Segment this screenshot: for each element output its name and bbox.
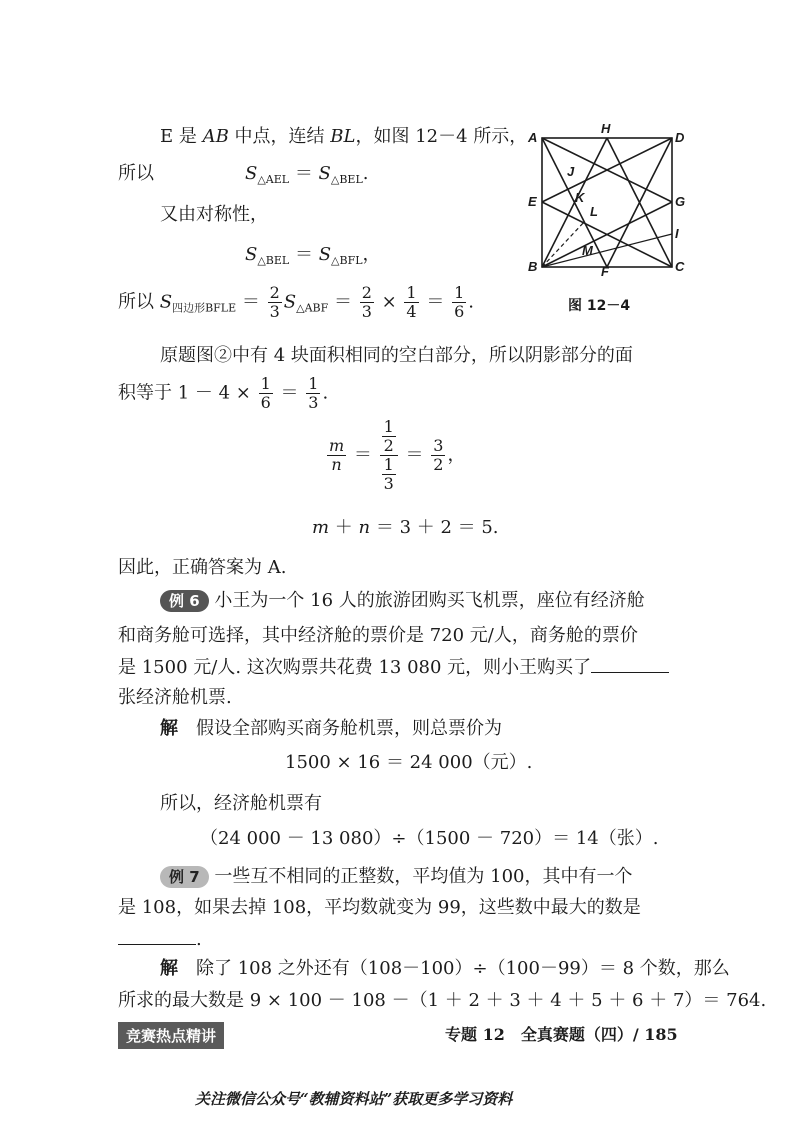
example-7-line-1: 例 7 一些互不相同的正整数，平均值为 100，其中有一个 (160, 866, 632, 888)
solution-6-line-4: （24 000 － 13 080）÷（1500 － 720）＝ 14（张）. (200, 828, 659, 849)
label-b: B (528, 259, 538, 274)
equation-bfle-area: 所以 $S_{四边形BFLE}$ ＝ $\frac{2}{3}$ $S_{\triangle ABF}$ ＝ $\frac{2}{3}$ × $\frac{1}{4}$ ＝ $\frac{1}{6}$ . (118, 283, 474, 321)
example-7-badge: 例 7 (160, 866, 209, 888)
seg-bi (542, 234, 672, 267)
text-line-1: E 是 AB 中点，连结 BL，如图 12－4 所示， (160, 126, 528, 147)
equation-bel-bfl: $S_{\triangle BEL} = S_{\triangle BFL}$， (245, 244, 381, 267)
seg-bl-dashed (542, 221, 585, 267)
example-6-line-3: 是 1500 元/人. 这次购票共花费 13 080 元，则小王购买了 (118, 656, 669, 679)
equation-ael-bel: $S_{\triangle AEL} = S_{\triangle BEL}$. (245, 163, 369, 186)
figure-caption: 图 12－4 (568, 298, 631, 314)
answer-blank-6 (591, 656, 669, 673)
label-k: K (575, 190, 585, 205)
example-6-line-1: 例 6 小王为一个 16 人的旅游团购买飞机票，座位有经济舱 (160, 590, 645, 612)
equation-m-plus-n: m ＋ n ＝ 3 ＋ 2 ＝ 5. (312, 517, 499, 538)
solution-7-line-1: 解 除了 108 之外还有（108－100）÷（100－99）＝ 8 个数，那么 (160, 958, 730, 979)
label-i: I (675, 226, 679, 241)
equation-shaded-area: 积等于 1 － 4 × $\frac{1}{6}$ ＝ $\frac{1}{3}$ . (118, 374, 329, 412)
text-answer-a: 因此，正确答案为 A. (118, 557, 287, 578)
example-7-line-2: 是 108，如果去掉 108，平均数就变为 99，这些数中最大的数是 (118, 897, 641, 918)
example-6-badge: 例 6 (160, 590, 209, 612)
figure-12-4 (525, 118, 690, 278)
label-c: C (675, 259, 685, 274)
label-l: L (590, 204, 598, 219)
solution-6-line-2: 1500 × 16 ＝ 24 000（元）. (285, 752, 533, 773)
label-a: A (528, 130, 538, 145)
label-m: M (582, 243, 593, 258)
solution-7-line-2: 所求的最大数是 9 × 100 － 108 －（1 ＋ 2 ＋ 3 ＋ 4 ＋ 5 ＋ 6 ＋ 7）＝ 764. (118, 990, 767, 1011)
bottom-note: 关注微信公众号“教辅资料站”获取更多学习资料 (195, 1090, 513, 1108)
text-line-2-label: 所以 (118, 163, 154, 184)
label-d: D (675, 130, 685, 145)
label-h: H (601, 121, 611, 136)
answer-blank-7 (118, 928, 196, 945)
solution-6-line-3: 所以，经济舱机票有 (160, 793, 322, 814)
example-7-line-3: . (118, 928, 202, 951)
label-j: J (567, 164, 575, 179)
example-6-line-4: 张经济舱机票. (118, 687, 232, 708)
solution-6-line-1: 解 假设全部购买商务舱机票，则总票价为 (160, 718, 502, 739)
label-f: F (601, 264, 609, 278)
equation-m-over-n: $\frac{m}{n}$ ＝ $\frac{\frac{1}{2}}{\frac{1}{3}}$ ＝ $\frac{3}{2}$ ， (329, 417, 466, 493)
footer-section-label: 竞赛热点精讲 (118, 1022, 224, 1049)
text-line-3: 又由对称性， (160, 204, 268, 225)
label-g: G (675, 194, 686, 209)
solution-label: 解 (160, 718, 178, 739)
footer-page-info: 专题 12 全真赛题（四）/ 185 (445, 1025, 678, 1044)
example-6-line-2: 和商务舱可选择，其中经济舱的票价是 720 元/人，商务舱的票价 (118, 625, 638, 646)
label-e: E (528, 194, 537, 209)
square-abcd (542, 138, 672, 267)
text-line-6: 原题图②中有 4 块面积相同的空白部分，所以阴影部分的面 (160, 345, 633, 366)
solution-label: 解 (160, 958, 178, 979)
